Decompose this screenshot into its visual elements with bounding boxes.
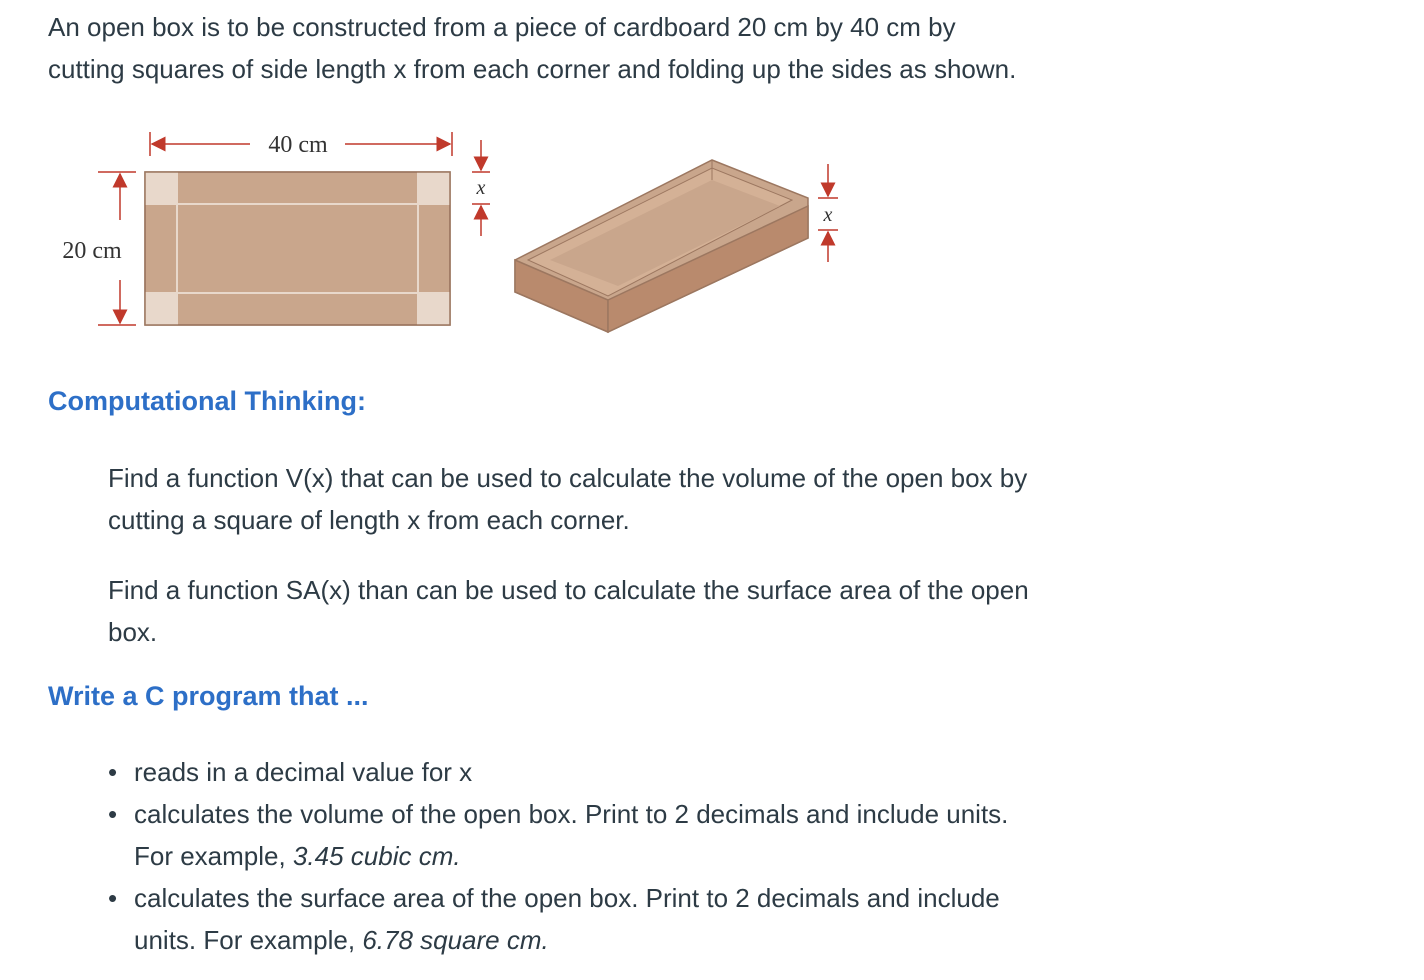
list-item — [108, 751, 1128, 793]
cut-dimension-flat — [472, 140, 490, 236]
bullet-icon: • — [108, 757, 118, 787]
list-item — [108, 877, 1128, 961]
height-dimension — [62, 172, 136, 325]
computational-thinking-heading: Computational Thinking: — [48, 386, 366, 416]
volume-example: 3.45 cubic cm. — [292, 841, 461, 871]
surface-area-question-line-1: Find a function SA(x) than can be used to calculate the surface area of the open — [108, 575, 1029, 605]
list-item — [108, 793, 1128, 877]
volume-example-prefix: For example, — [134, 841, 293, 871]
requirement-read-input: reads in a decimal value for x — [134, 757, 473, 787]
cut-label-box: x — [823, 204, 833, 226]
cut-dimension-box — [818, 164, 838, 262]
intro-line-2: cutting squares of side length x from each corner and folding up the sides as shown. — [48, 54, 1017, 84]
bullet-icon: • — [108, 883, 118, 913]
volume-question-line-2: cutting a square of length x from each corner. — [108, 505, 630, 535]
cut-label-flat: x — [476, 177, 486, 199]
width-label: 40 cm — [268, 132, 328, 158]
surface-area-question-line-2: box. — [108, 617, 158, 647]
box-figure — [40, 120, 940, 340]
requirement-volume-line-2 — [134, 835, 1128, 877]
surface-area-question — [108, 569, 1148, 653]
corner-square-tr — [418, 172, 450, 204]
requirement-surface-area-line-2 — [134, 919, 1128, 961]
intro-paragraph — [48, 6, 1168, 90]
requirement-volume-line-1: calculates the volume of the open box. Print to 2 decimals and include units. — [134, 799, 1009, 829]
flat-cardboard — [145, 172, 450, 325]
bullet-icon: • — [108, 799, 118, 829]
intro-line-1: An open box is to be constructed from a piece of cardboard 20 cm by 40 cm by — [48, 12, 956, 42]
volume-question-line-1: Find a function V(x) that can be used to calculate the volume of the open box by — [108, 463, 1028, 493]
corner-square-br — [418, 293, 450, 325]
surface-area-example: 6.78 square cm. — [362, 925, 549, 955]
width-dimension — [150, 132, 452, 158]
corner-square-bl — [145, 293, 177, 325]
program-heading: Write a C program that ... — [48, 681, 369, 711]
requirement-surface-area-line-1: calculates the surface area of the open box. Print to 2 decimals and include — [134, 883, 1000, 913]
height-label: 20 cm — [62, 238, 122, 264]
volume-question — [108, 457, 1148, 541]
corner-square-tl — [145, 172, 177, 204]
requirements-list — [108, 751, 1128, 961]
folded-box — [515, 160, 808, 332]
surface-area-example-prefix: units. For example, — [134, 925, 363, 955]
